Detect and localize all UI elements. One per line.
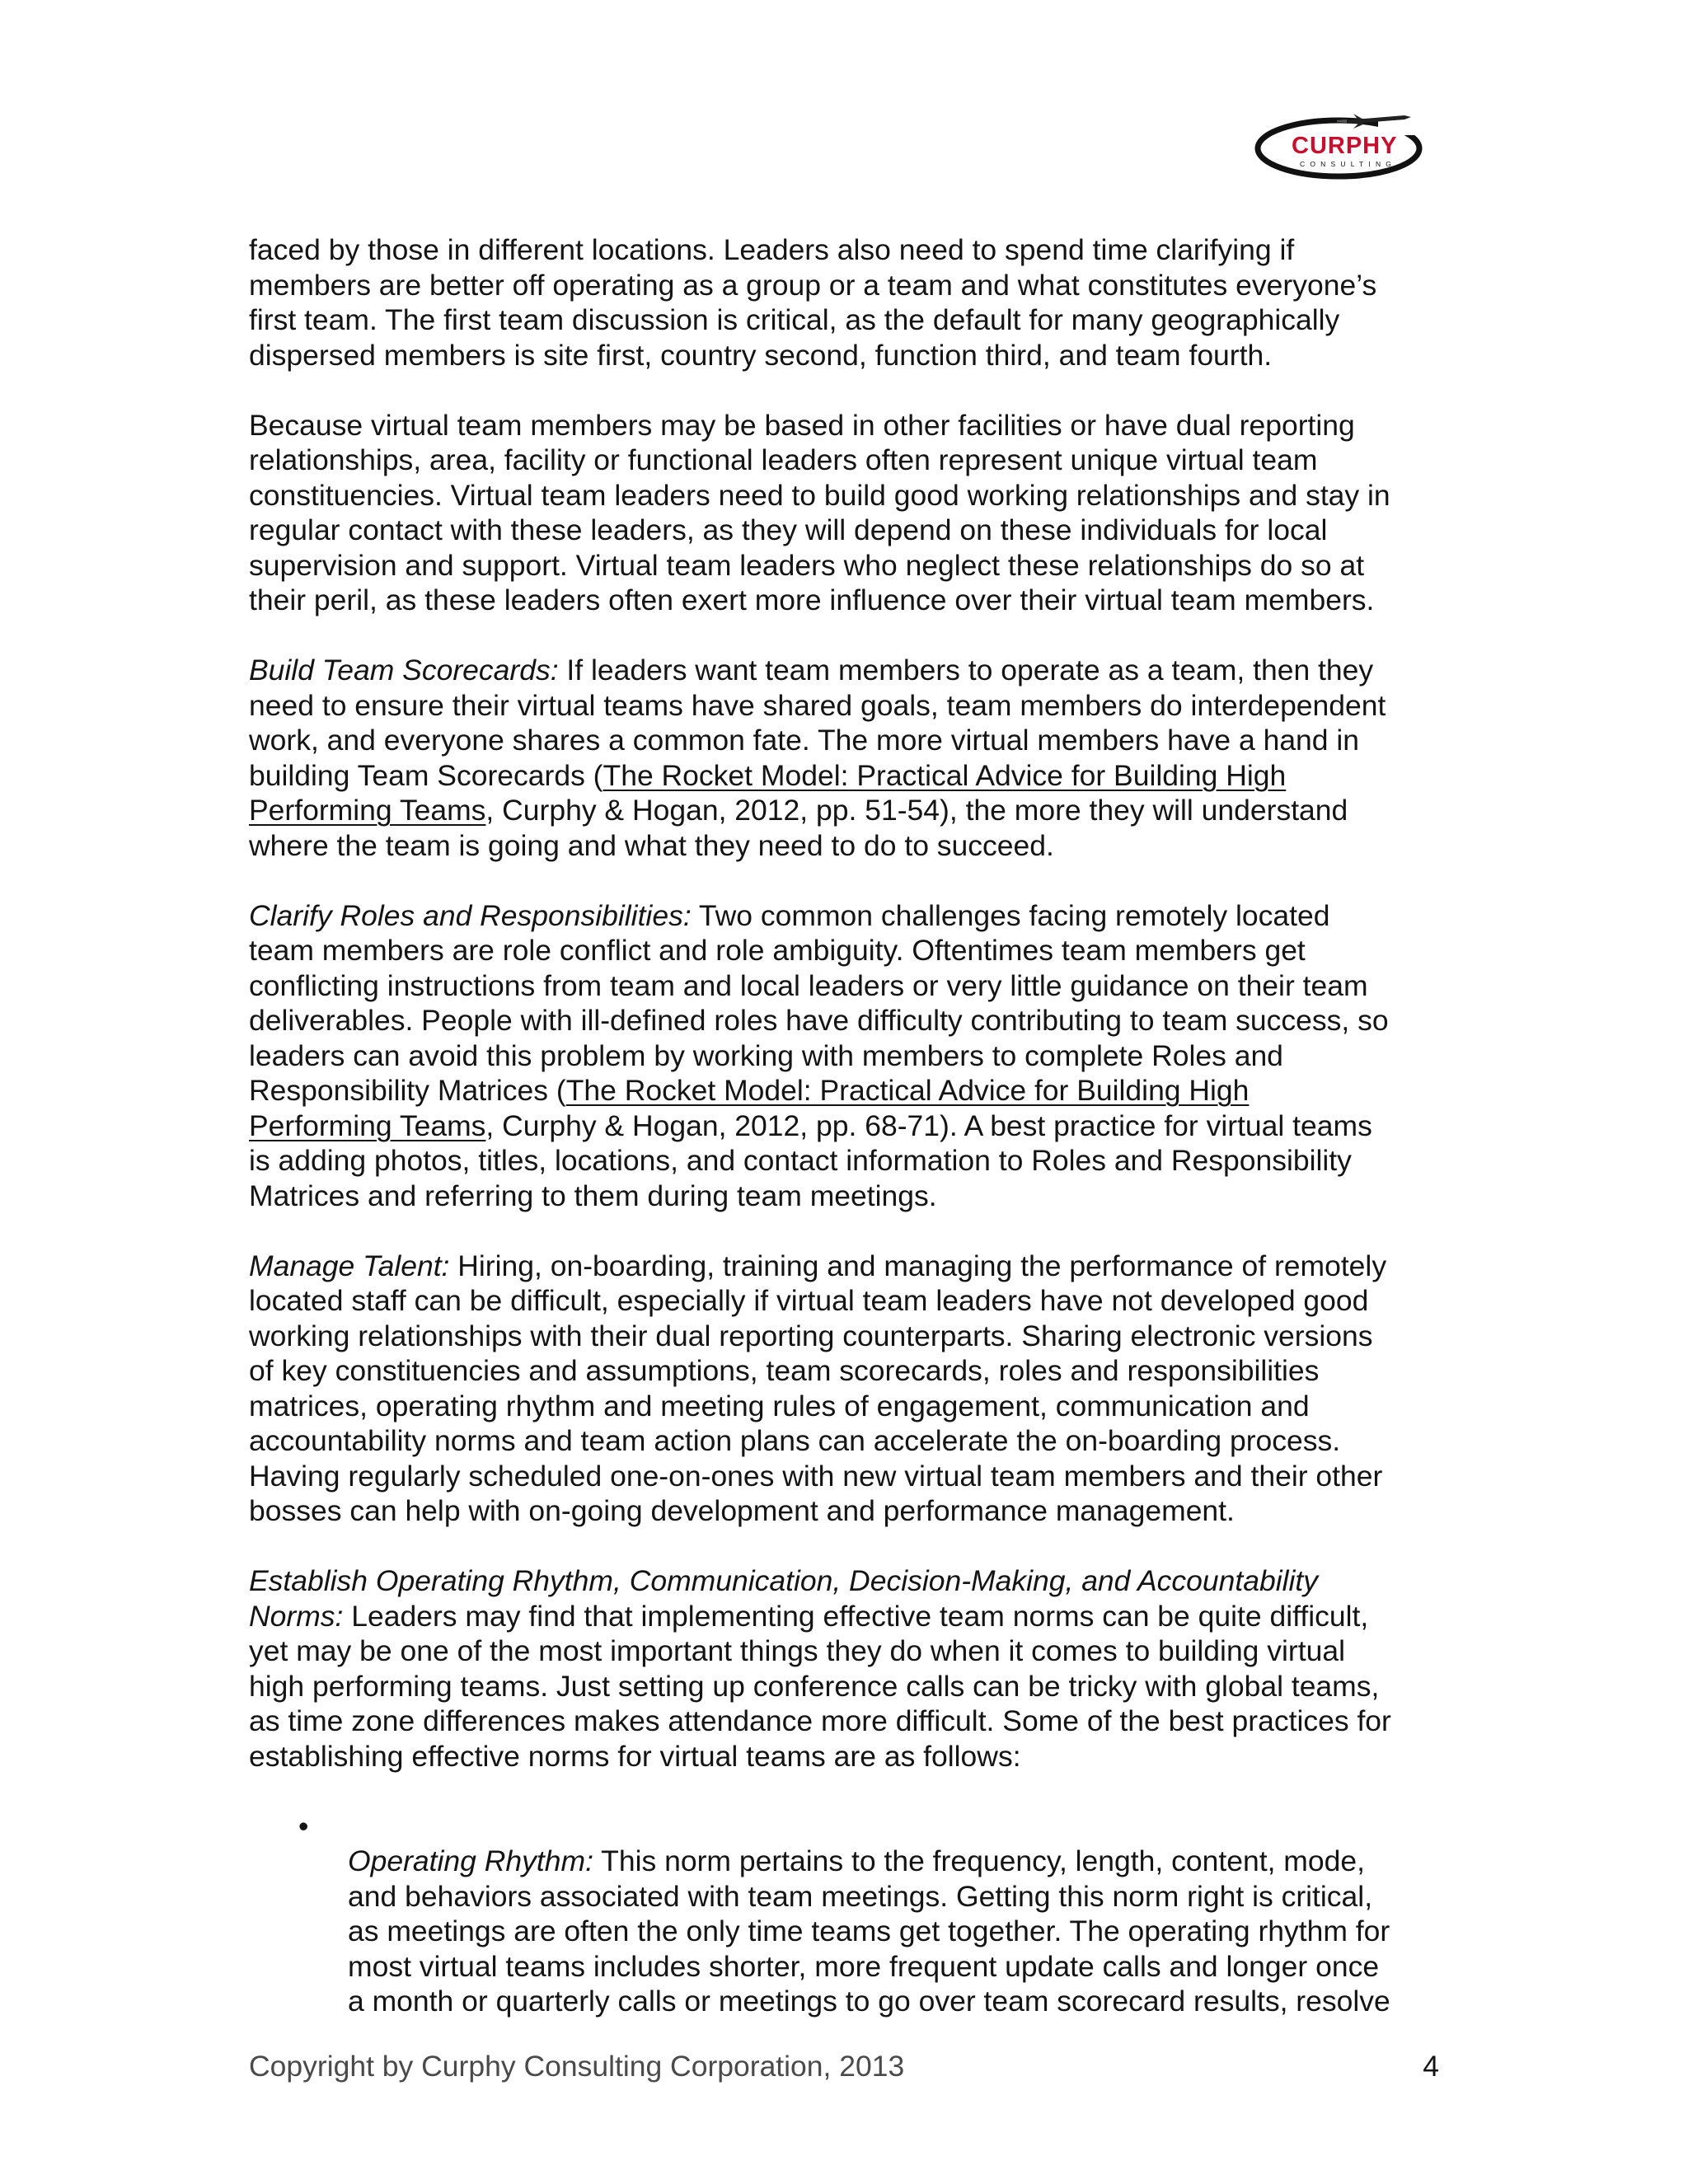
page-footer [249,2048,1439,2085]
paragraph-clarify-roles: Clarify Roles and Responsibilities: Two common challenges facing remotely located team members are role conflict and role ambiguity. Oftentimes team members get conflicting instructions from team and local leaders or very little guidance on their team deliverables. People with ill-defined roles have difficulty contributing to team success, so leaders can avoid this problem by working with members to complete Roles and Responsibility Matrices (The Rocket Model: Practical Advice for Building High Performing Teams, Curphy & Hogan, 2012, pp. 68-71). A best practice for virtual teams is adding photos, titles, locations, and contact information to Roles and Responsibility Matrices and referring to them during team meetings. [249,898,1389,1212]
logo-wordmark: CURPHY [1292,133,1398,159]
bullet-icon: • [298,1809,309,1843]
logo-subtitle: CONSULTING [1300,160,1397,168]
rocket-swoosh-logo-icon [1254,107,1428,185]
section-label: Build Team Scorecards: [249,654,559,687]
page-number: 4 [1423,2050,1439,2083]
copyright-notice: Copyright by Curphy Consulting Corporation, 2013 [249,2050,905,2083]
list-item: • Operating Rhythm: This norm pertains to the frequency, length, content, mode, and behaviors associated with team meetings. Getting this norm right is critical, as meetings are often the only time teams get together. The operating rhythm for most virtual teams includes shorter, more frequent update calls and longer once a month or quarterly calls or meetings to go over team scorecard results, resolve [298,1809,1390,2018]
bullet-label: Operating Rhythm: [348,1844,593,1877]
paragraph: faced by those in different locations. Leaders also need to spend time clarifying if members are better off operating as a group or a team and what constitutes everyone’s first team. The first team discussion is critical, as the default for many geographically dispersed members is site first, country second, function third, and team fourth. [249,233,1377,372]
paragraph-manage-talent: Manage Talent: Hiring, on-boarding, training and managing the performance of remotely located staff can be difficult, especially if virtual team leaders have not developed good working relationships with their dual reporting counterparts. Sharing electronic versions of key constituencies and assumptions, team scorecards, roles and responsibilities matrices, operating rhythm and meeting rules of engagement, communication and accountability norms and team action plans can accelerate the on-boarding process. Having regularly scheduled one-on-ones with new virtual team members and their other bosses can help with on-going development and performance management. [249,1249,1387,1527]
section-label: Manage Talent: [249,1249,450,1282]
paragraph-build-team-scorecards: Build Team Scorecards: If leaders want team members to operate as a team, then they need to ensure their virtual teams have shared goals, team members do interdependent work, and everyone shares a common fate. The more virtual members have a hand in building Team Scorecards (The Rocket Model: Practical Advice for Building High Performing Teams, Curphy & Hogan, 2012, pp. 51-54), the more they will understand where the team is going and what they need to do to succeed. [249,654,1386,862]
paragraph-establish-norms: Establish Operating Rhythm, Communication, Decision-Making, and Accountability Norms: Leaders may find that implementing effective team norms can be quite difficult, yet may be one of the most important things they do when it comes to building virtual high performing teams. Just setting up conference calls can be tricky with global teams, as time zone differences makes attendance more difficult. Some of the best practices for establishing effective norms for virtual teams are as follows: [249,1564,1391,1773]
norms-bullet-list [249,1809,1452,2019]
book-reference: The Rocket Model: Practical Advice for Building High Performing Teams [249,1074,1250,1142]
paragraph: Because virtual team members may be based in other facilities or have dual reporting relationships, area, facility or functional leaders often represent unique virtual team constituencies. Virtual team leaders need to build good working relationships and stay in regular contact with these leaders, as they will depend on these individuals for local supervision and support. Virtual team leaders who neglect these relationships do so at their peril, as these leaders often exert more influence over their virtual team members. [249,408,1390,616]
section-label: Establish Operating Rhythm, Communication, Decision-Making, and Accountability Norms: [249,1564,1318,1633]
curphy-consulting-logo [1254,107,1428,185]
book-reference: The Rocket Model: Practical Advice for Building High Performing Teams [249,758,1287,827]
body-text [249,232,1452,2019]
section-label: Clarify Roles and Responsibilities: [249,898,692,932]
